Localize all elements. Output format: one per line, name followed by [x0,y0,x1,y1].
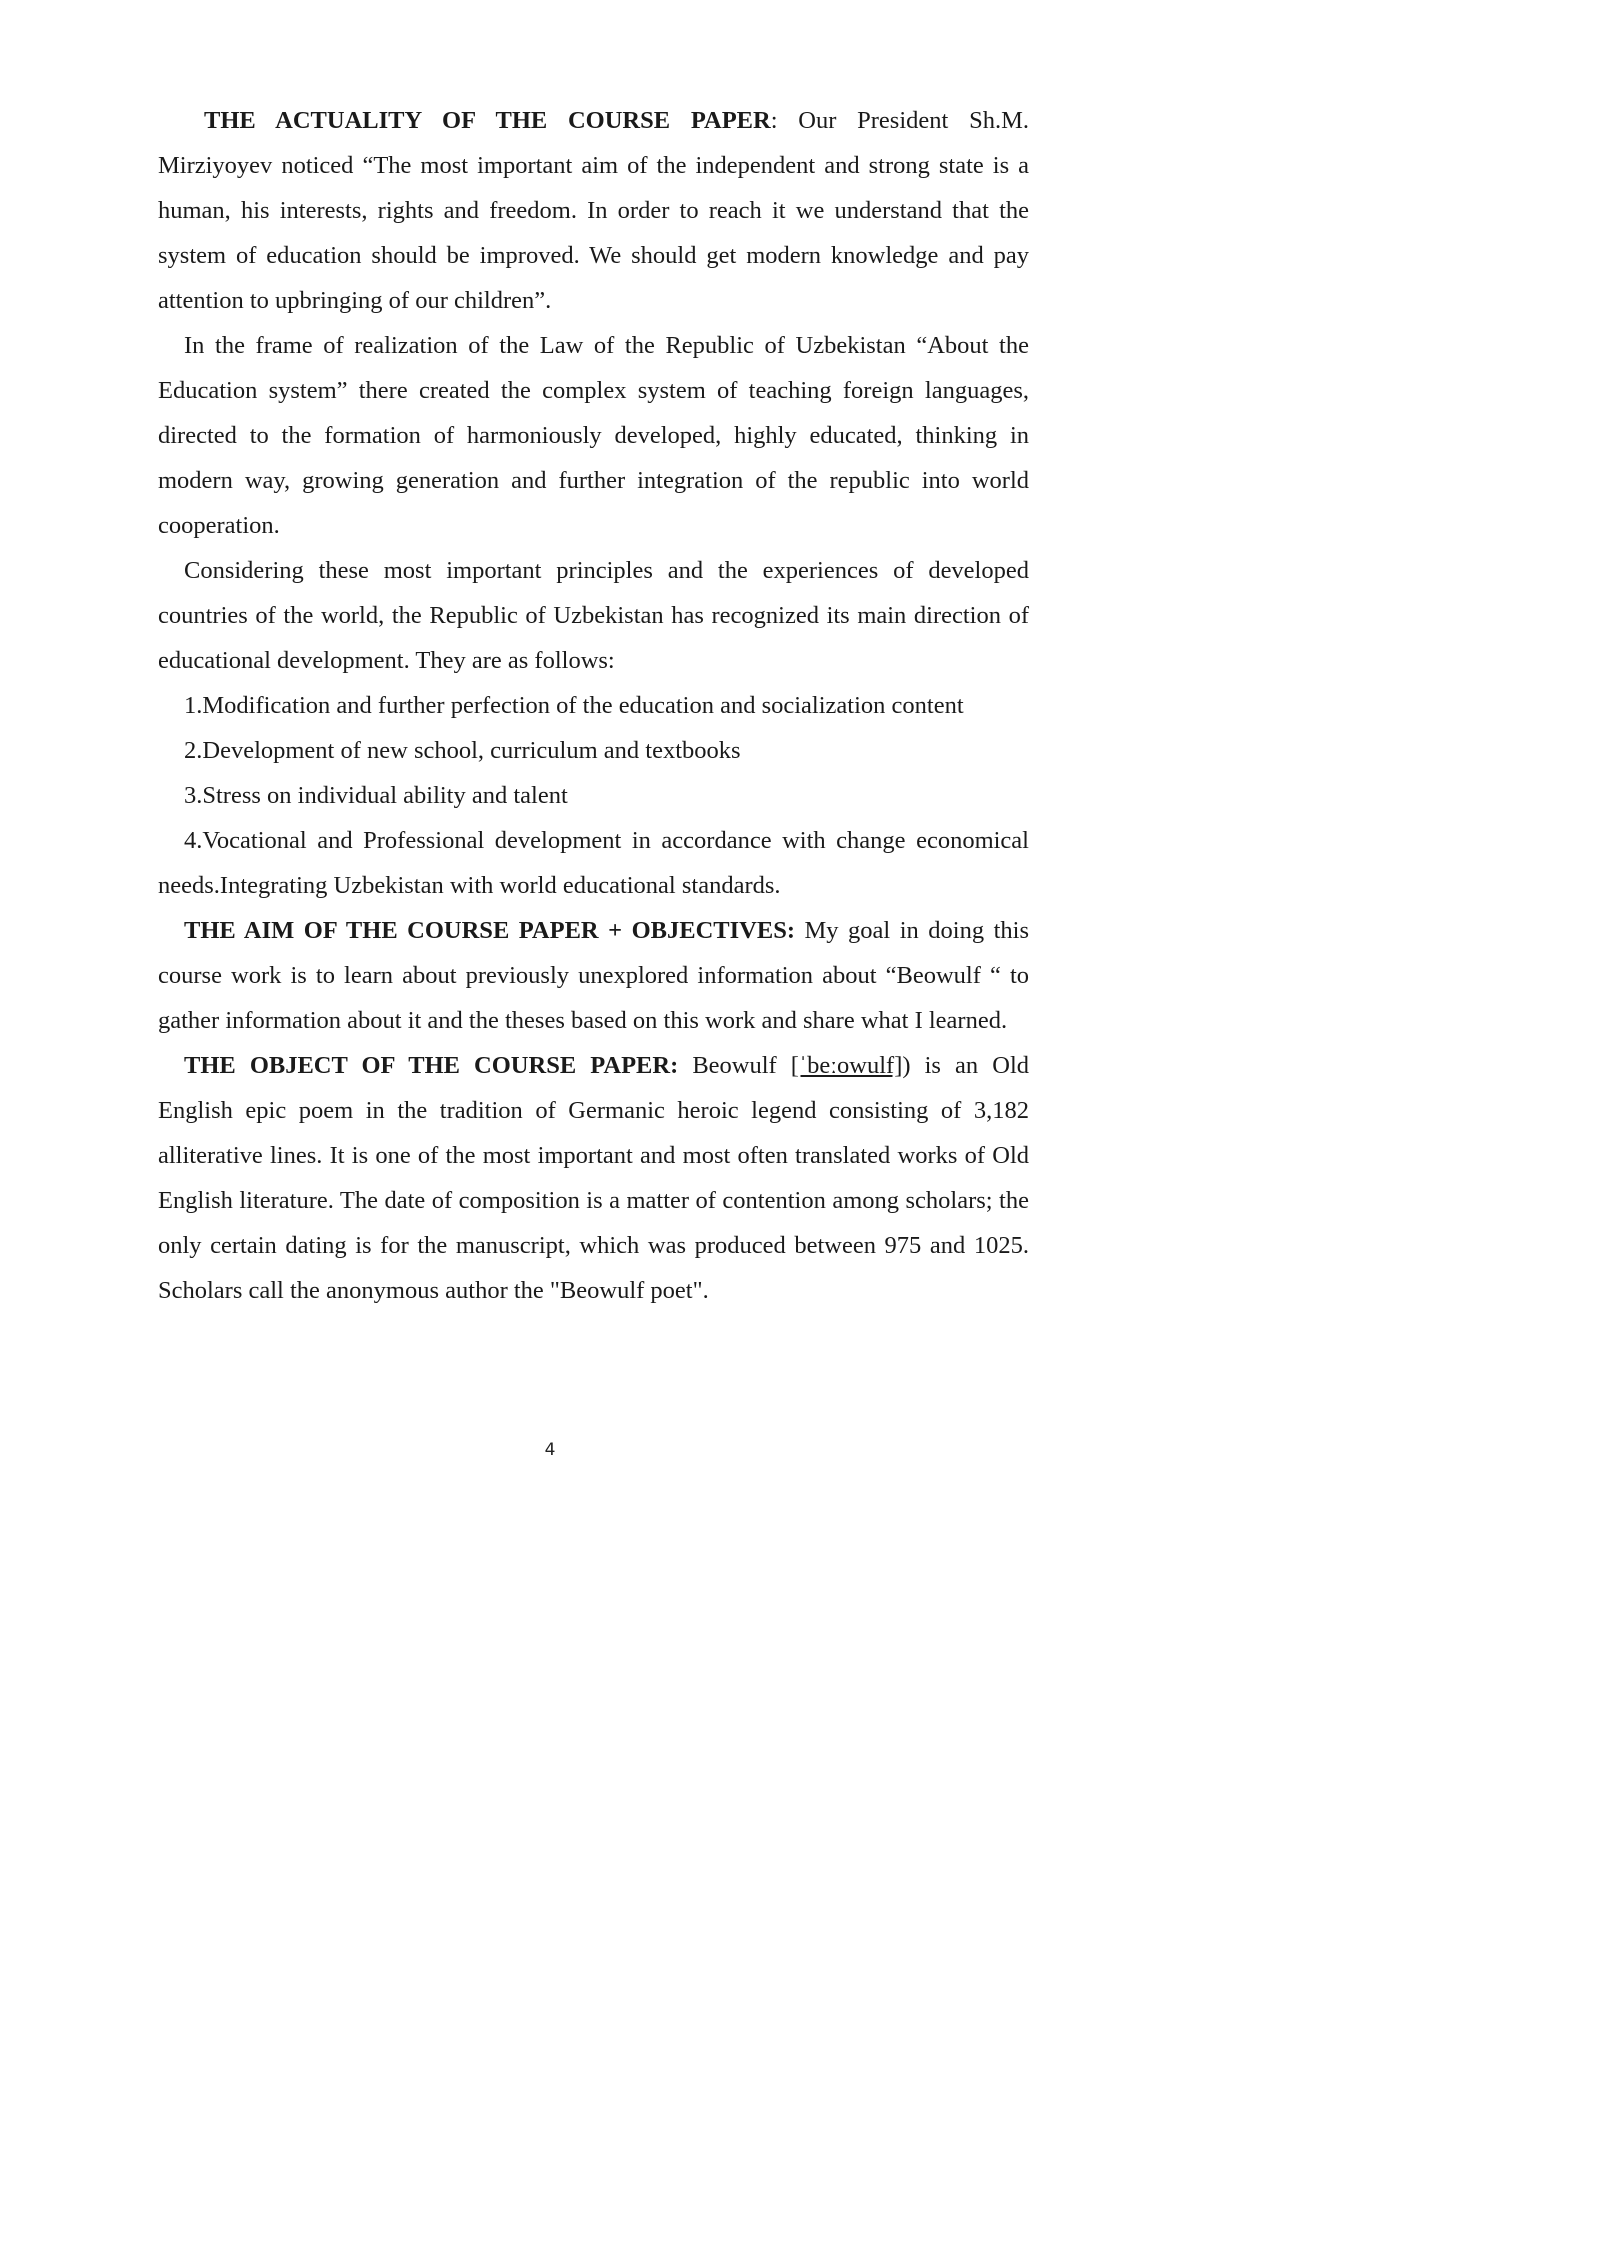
object-text-after: ) is an Old English epic poem in the tradition of Germanic heroic legend consisting of 3,182 alliterative lines. It is one of the most important and most often translated works of Old English literature. The date of composition is a matter of contention among scholars; the only certain dating is for the manuscript, which was produced between 975 and 1025. Scholars call the anonymous author the "Beowulf poet". [158,1052,1029,1304]
list-item: 2.Development of new school, curriculum and textbooks [184,737,741,764]
object-paragraph [158,1043,1029,1313]
list-item: 3.Stress on individual ability and talent [184,782,568,809]
body-text [158,98,1029,1313]
list-item: 1.Modification and further perfection of the education and socialization content [184,692,964,719]
principles-paragraph: Considering these most important principles and the experiences of developed countries of the world, the Republic of Uzbekistan has recognized its main direction of educational development. They are as follows: [158,557,1029,674]
list-item: 4.Vocational and Professional development in accordance with change economical needs.Integrating Uzbekistan with world educational standards. [158,827,1029,899]
actuality-paragraph [158,98,1029,323]
object-text-before: Beowulf [678,1052,791,1079]
aim-text: My goal in doing this course work is to learn about previously unexplored information about “Beowulf “ to gather information about it and the theses based on this work and share what I learned. [158,917,1029,1034]
document-page [0,0,1100,1556]
phonetic-link[interactable]: [ˈbeːowulf] [790,1052,903,1079]
actuality-heading: THE ACTUALITY OF THE COURSE PAPER [204,107,771,134]
object-heading: THE OBJECT OF THE COURSE PAPER: [184,1052,679,1079]
aim-paragraph [158,908,1029,1043]
aim-heading: THE AIM OF THE COURSE PAPER + OBJECTIVES: [184,917,795,944]
actuality-text: : Our President Sh.M. Mirziyoyev noticed “The most important aim of the independent and strong state is a human, his interests, rights and freedom. In order to reach it we understand that the system of education should be improved. We should get modern knowledge and pay attention to upbringing of our children”. [158,107,1030,314]
law-paragraph: In the frame of realization of the Law of the Republic of Uzbekistan “About the Education system” there created the complex system of teaching foreign languages, directed to the formation of harmoniously developed, highly educated, thinking in modern way, growing generation and further integration of the republic into world cooperation. [158,332,1029,539]
page-number: 4 [544,1440,556,1460]
